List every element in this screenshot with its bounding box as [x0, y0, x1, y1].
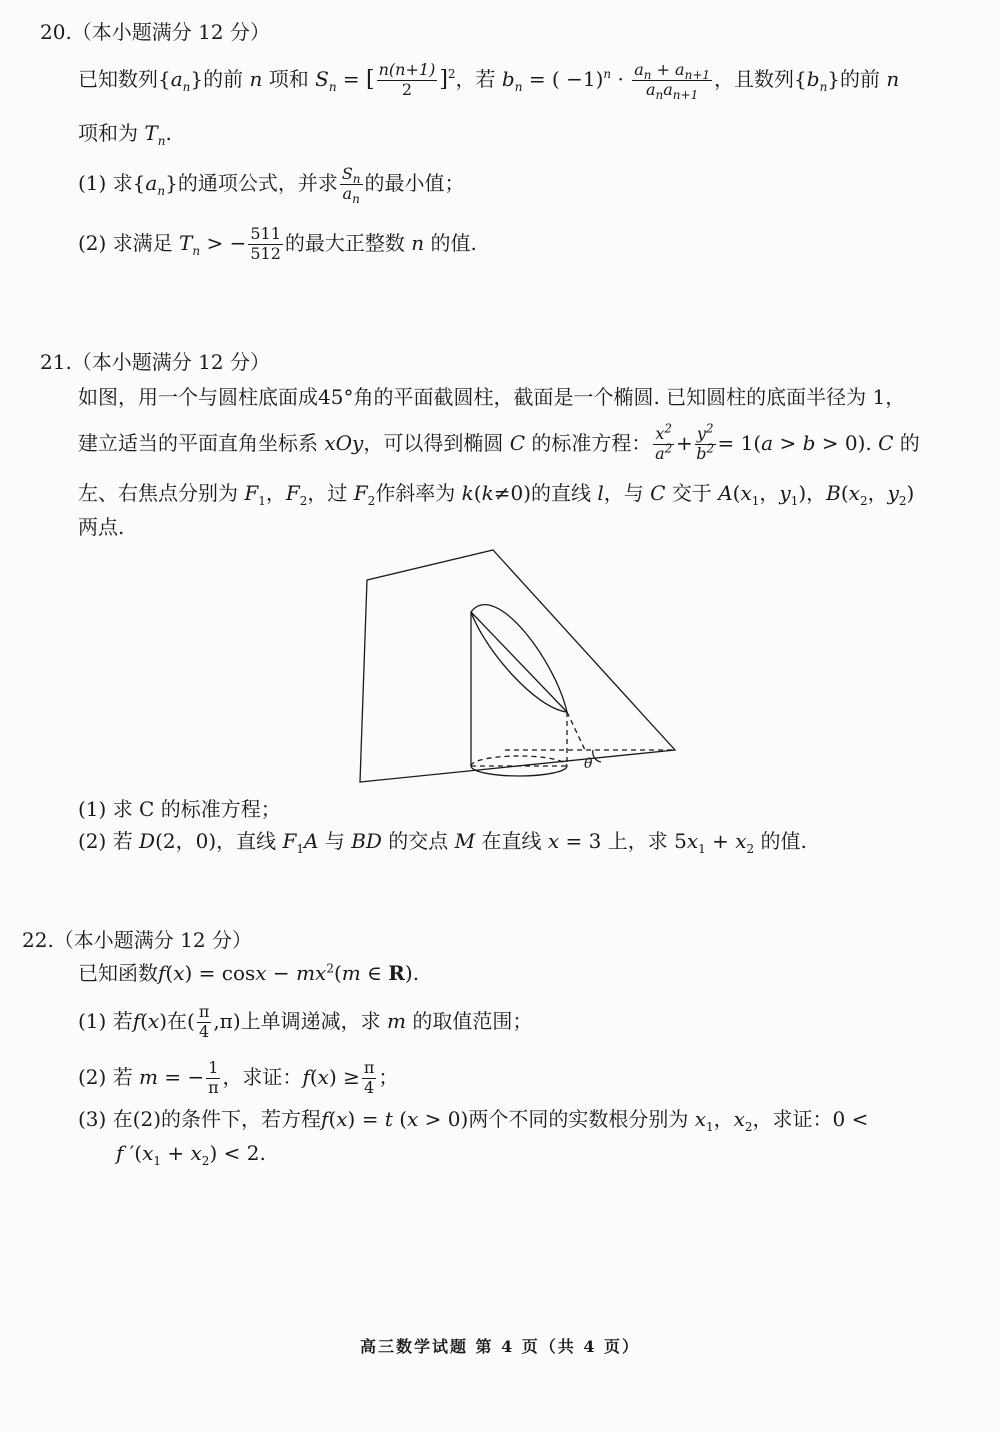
q21-line1: 如图，用一个与圆柱底面成45°角的平面截圆柱，截面是一个椭圆. 已知圆柱的底面半径为 1， [78, 385, 906, 409]
q20-sn-over-an: $\frac{S_n}{a_n}$ [341, 164, 361, 206]
cylinder-plane-figure [355, 540, 685, 790]
q20-title: 20.（本小题满分 12 分） [40, 20, 270, 44]
q22-part3-line1: (3) 在(2)的条件下，若方程f(x) = t (x > 0)两个不同的实数根分别为 $x_1$，$x_2$，求证：0 < [78, 1107, 869, 1134]
q20-b-fraction: $\frac{a_n + a_{n+1}}{a_na_{n+1}}$ [634, 60, 711, 102]
page-footer: 高三数学试题 第 4 页（共 4 页） [359, 1337, 641, 1356]
q22-intro: 已知函数$f(x) = \cos x - mx^2(m$ ∈ R). [78, 961, 420, 985]
q20-s-fraction: $\frac{n(n+1)}{2}$ [378, 60, 436, 99]
q20-511-512: $\frac{511}{512}$ [250, 224, 281, 263]
q21-x2-a2: $\frac{x^2}{a^2}$ [655, 421, 673, 463]
q21-line4: 两点. [78, 515, 125, 539]
q20-part2: (2) 求满足 $T_n$ > − $\frac{511}{512}$ 的最大正整数 n 的值. [78, 224, 477, 263]
q22-title: 22.（本小题满分 12 分） [22, 928, 252, 952]
base-ellipse-back [471, 756, 567, 766]
q22-1-over-pi: $\frac{1}{\pi}$ [208, 1058, 219, 1097]
q21-y2-b2: $\frac{y^2}{b^2}$ [696, 421, 715, 463]
angle-arc [593, 750, 601, 762]
ellipse-section [471, 605, 567, 712]
q20-intro-line2: 项和为 $T_n$. [78, 121, 172, 148]
q21-part1: (1) 求 C 的标准方程； [78, 797, 281, 821]
q20-part1: (1) 求$\{a_n\}$的通项公式，并求 $\frac{S_n}{a_n}$ 的最小值； [78, 164, 465, 206]
height-projection [567, 712, 585, 750]
q21-line3: 左、右焦点分别为 $F_1$，$F_2$，过 $F_2$作斜率为 k(k≠0)的直线 l，与 C 交于 $A(x_1$，$y_1$)，$B(x_2$，$y_2$) [78, 481, 915, 508]
q22-part1: (1) 若f(x)在( $\frac{\pi}{4}$ ,π)上单调递减，求 m 的取值范围； [78, 1002, 533, 1041]
q21-part2: (2) 若 D(2，0)，直线 $F_1A$ 与 BD 的交点 M 在直线 x = 3 上，求 $5x_1 + x_2$ 的值. [78, 829, 807, 856]
theta-label: θ [584, 756, 593, 772]
q21-line2: 建立适当的平面直角坐标系 xOy，可以得到椭圆 C 的标准方程： $\frac{x^2}{a^2}$ + $\frac{y^2}{b^2}$ = 1(a > b > 0). C 的 [78, 421, 920, 463]
cutting-plane [360, 550, 675, 782]
q22-part2: (2) 若 m = − $\frac{1}{\pi}$ ，求证：f(x) ≥ $\frac{\pi}{4}$ ； [78, 1058, 399, 1097]
base-ellipse-front [471, 766, 567, 776]
q21-title: 21.（本小题满分 12 分） [40, 350, 270, 374]
q20-intro-line1: 已知数列$\{a_n\}$的前 n 项和 $S_n$ = [ $\frac{n(n+1)}{2}$ ]$^2$，若 $b_n$ = ( −1)$^n$ · $\frac{a_n + a_{n+1}}{a_na_{n+1}}$ ，且数列$\{b_n\}$的前 n [78, 60, 900, 102]
q22-part3-line2: f $'(x_1 + x_2) < 2$. [116, 1141, 266, 1168]
q22-pi-over-4b: $\frac{\pi}{4}$ [363, 1058, 375, 1097]
ellipse-major-axis [471, 612, 567, 712]
q22-pi-over-4: $\frac{\pi}{4}$ [198, 1002, 210, 1041]
